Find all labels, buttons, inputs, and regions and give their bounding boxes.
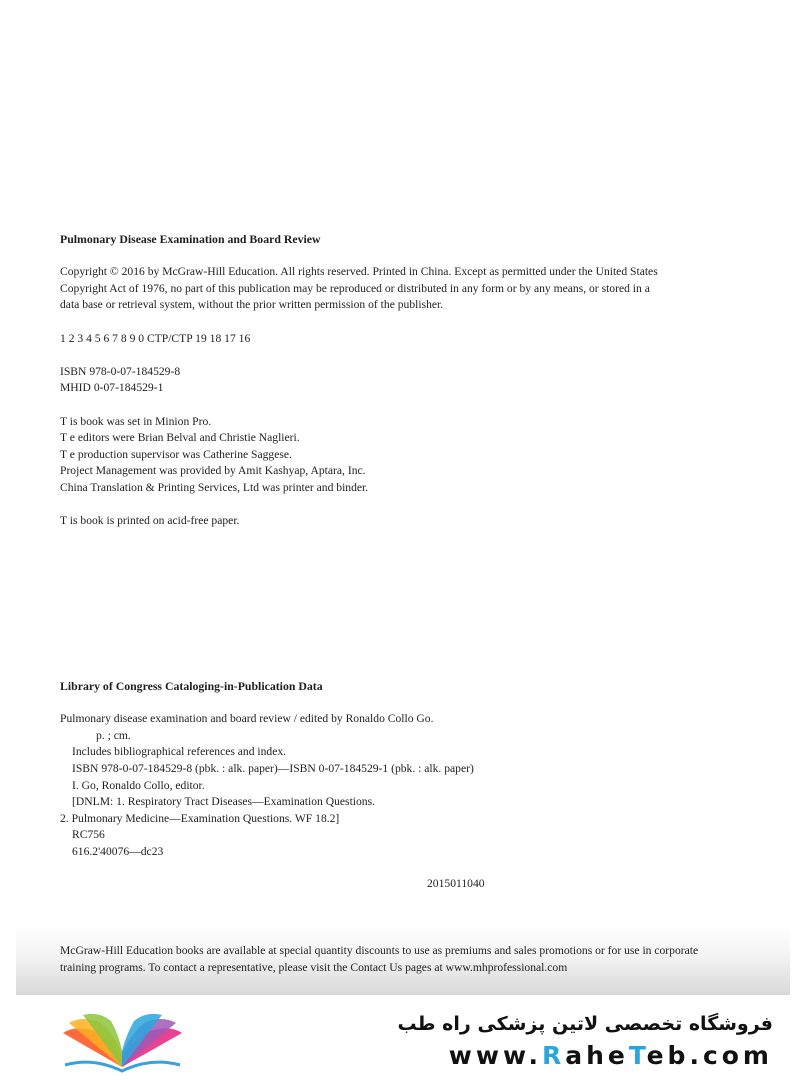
footer-line: McGraw-Hill Education books are available at special quantity discounts to use as premiums and sales promotions or for use in corporate xyxy=(60,944,699,957)
shop-name: فروشگاه تخصصی لاتین پزشکی راه طب xyxy=(397,1013,773,1035)
book-title: Pulmonary Disease Examination and Board Review xyxy=(60,232,321,246)
copyright-line: Copyright © 2016 by McGraw-Hill Education. All rights reserved. Printed in China. Except as permitted under the United States xyxy=(60,265,658,279)
site-part: www. xyxy=(448,1041,542,1070)
cip-line: RC756 xyxy=(72,828,105,842)
production-line: T e production supervisor was Catherine Saggese. xyxy=(60,447,292,461)
site-url xyxy=(449,1041,773,1070)
isbn: ISBN 978-0-07-184529-8 xyxy=(60,364,181,378)
cip-line: 2. Pulmonary Medicine—Examination Questions. WF 18.2] xyxy=(60,811,340,825)
footer-note xyxy=(60,942,760,976)
footer-line: training programs. To contact a representative, please visit the Contact Us pages at www.mhprofessional.com xyxy=(60,961,568,974)
cip-line: 616.2'40076—dc23 xyxy=(72,844,164,858)
cip-line: I. Go, Ronaldo Collo, editor. xyxy=(72,778,205,792)
production-line: T is book was set in Minion Pro. xyxy=(60,414,212,428)
production-line: China Translation & Printing Services, Ltd was printer and binder. xyxy=(60,480,369,494)
cip-line: Pulmonary disease examination and board review / edited by Ronaldo Collo Go. xyxy=(60,712,434,726)
site-part: eb.com xyxy=(646,1041,773,1070)
cip-heading: Library of Congress Cataloging-in-Publication Data xyxy=(60,679,323,693)
paper-line: T is book is printed on acid-free paper. xyxy=(60,514,240,528)
mhid: MHID 0-07-184529-1 xyxy=(60,381,164,395)
cip-line: Includes bibliographical references and index. xyxy=(72,745,287,759)
copyright-line: Copyright Act of 1976, no part of this publication may be reproduced or distributed in any form or by any means, or stored in a xyxy=(60,281,650,295)
lccn-number: 2015011040 xyxy=(427,877,485,890)
site-part: T xyxy=(628,1041,647,1070)
site-part: ahe xyxy=(565,1041,629,1070)
site-part: R xyxy=(541,1041,566,1070)
production-line: Project Management was provided by Amit Kashyap, Aptara, Inc. xyxy=(60,464,366,478)
cip-line: p. ; cm. xyxy=(96,728,131,742)
production-line: T e editors were Brian Belval and Christie Naglieri. xyxy=(60,431,300,445)
cip-line: ISBN 978-0-07-184529-8 (pbk. : alk. paper)—ISBN 0-07-184529-1 (pbk. : alk. paper) xyxy=(72,761,474,775)
copyright-line: data base or retrieval system, without the prior written permission of the publisher. xyxy=(60,298,444,312)
title-block xyxy=(60,231,740,530)
open-book-icon xyxy=(55,1005,190,1075)
cip-block xyxy=(60,678,740,861)
cip-line: [DNLM: 1. Respiratory Tract Diseases—Examination Questions. xyxy=(72,795,376,809)
printing-line: 1 2 3 4 5 6 7 8 9 0 CTP/CTP 19 18 17 16 xyxy=(60,331,251,345)
